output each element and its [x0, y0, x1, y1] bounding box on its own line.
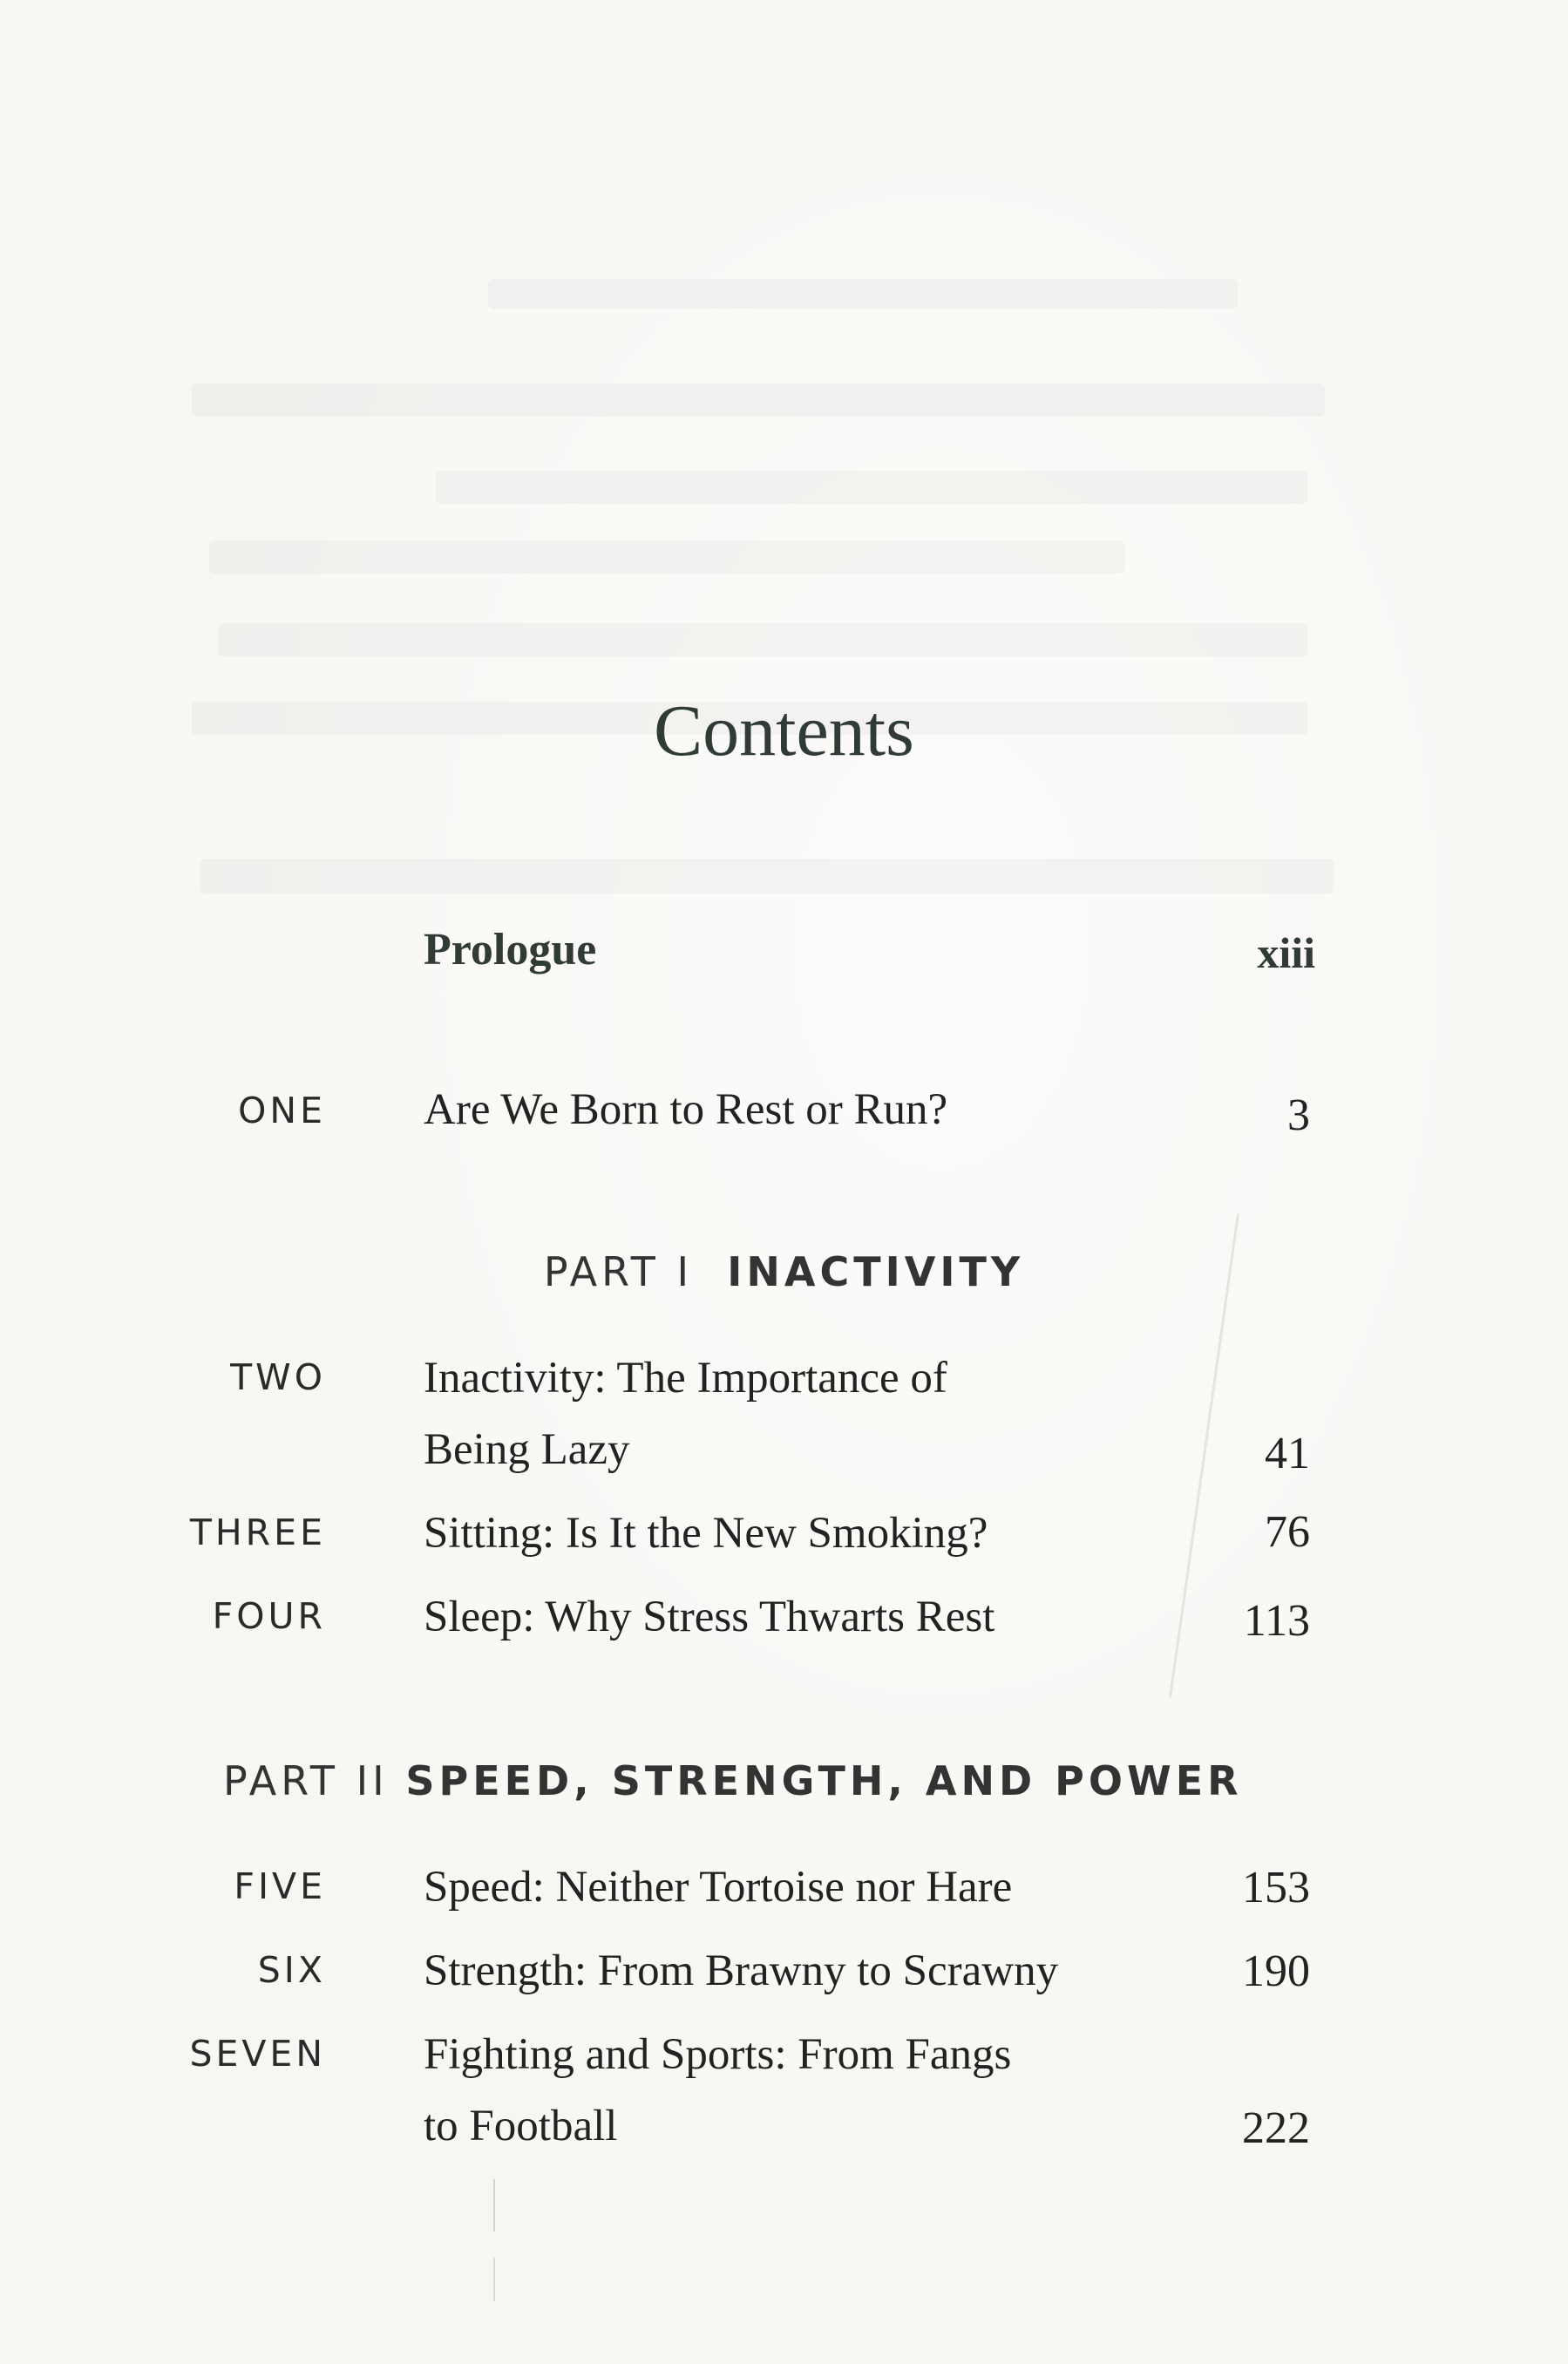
chapter-title: Sleep: Why Stress Thwarts Rest — [424, 1593, 995, 1641]
prologue-page-number: xiii — [1257, 928, 1315, 977]
scan-crease — [493, 2258, 495, 2301]
part-label: PART I — [543, 1248, 694, 1295]
chapter-page-number: 222 — [1242, 2103, 1310, 2153]
show-through-text — [218, 623, 1307, 656]
chapter-title-line: Being Lazy — [424, 1425, 630, 1474]
chapter-page-number: 153 — [1242, 1863, 1310, 1912]
chapter-page-number: 3 — [1287, 1090, 1310, 1140]
part-title: SPEED, STRENGTH, AND POWER — [405, 1757, 1243, 1804]
part-label: PART II — [223, 1757, 389, 1804]
show-through-text — [192, 384, 1325, 417]
chapter-page-number: 41 — [1265, 1429, 1310, 1478]
chapter-title — [424, 1342, 947, 1485]
chapter-title-line: Inactivity: The Importance of — [424, 1354, 947, 1403]
chapter-title: Speed: Neither Tortoise nor Hare — [424, 1863, 1013, 1912]
chapter-number: FIVE — [234, 1865, 326, 1907]
chapter-number: THREE — [189, 1511, 326, 1553]
show-through-text — [209, 540, 1124, 574]
part-title: INACTIVITY — [727, 1248, 1025, 1295]
chapter-number: SEVEN — [189, 2033, 326, 2075]
show-through-text — [436, 471, 1307, 504]
scan-crease — [493, 2179, 495, 2232]
chapter-number: FOUR — [212, 1595, 326, 1637]
chapter-title: Sitting: Is It the New Smoking? — [424, 1509, 988, 1558]
show-through-text — [200, 859, 1334, 893]
prologue-label: Prologue — [424, 925, 597, 975]
chapter-number: ONE — [238, 1090, 326, 1131]
chapter-title: Are We Born to Rest or Run? — [424, 1085, 948, 1134]
chapter-page-number: 113 — [1243, 1596, 1310, 1646]
chapter-number: SIX — [257, 1949, 326, 1991]
chapter-title-line: to Football — [424, 2102, 618, 2150]
chapter-page-number: 76 — [1265, 1507, 1310, 1557]
chapter-page-number: 190 — [1242, 1946, 1310, 1996]
contents-title: Contents — [654, 690, 914, 771]
part-heading — [0, 1248, 1568, 1295]
show-through-text — [488, 279, 1238, 309]
chapter-title: Strength: From Brawny to Scrawny — [424, 1946, 1059, 1995]
chapter-number: TWO — [230, 1356, 326, 1398]
part-heading — [223, 1757, 1243, 1804]
chapter-title-line: Fighting and Sports: From Fangs — [424, 2030, 1012, 2079]
chapter-title — [424, 2019, 1011, 2162]
